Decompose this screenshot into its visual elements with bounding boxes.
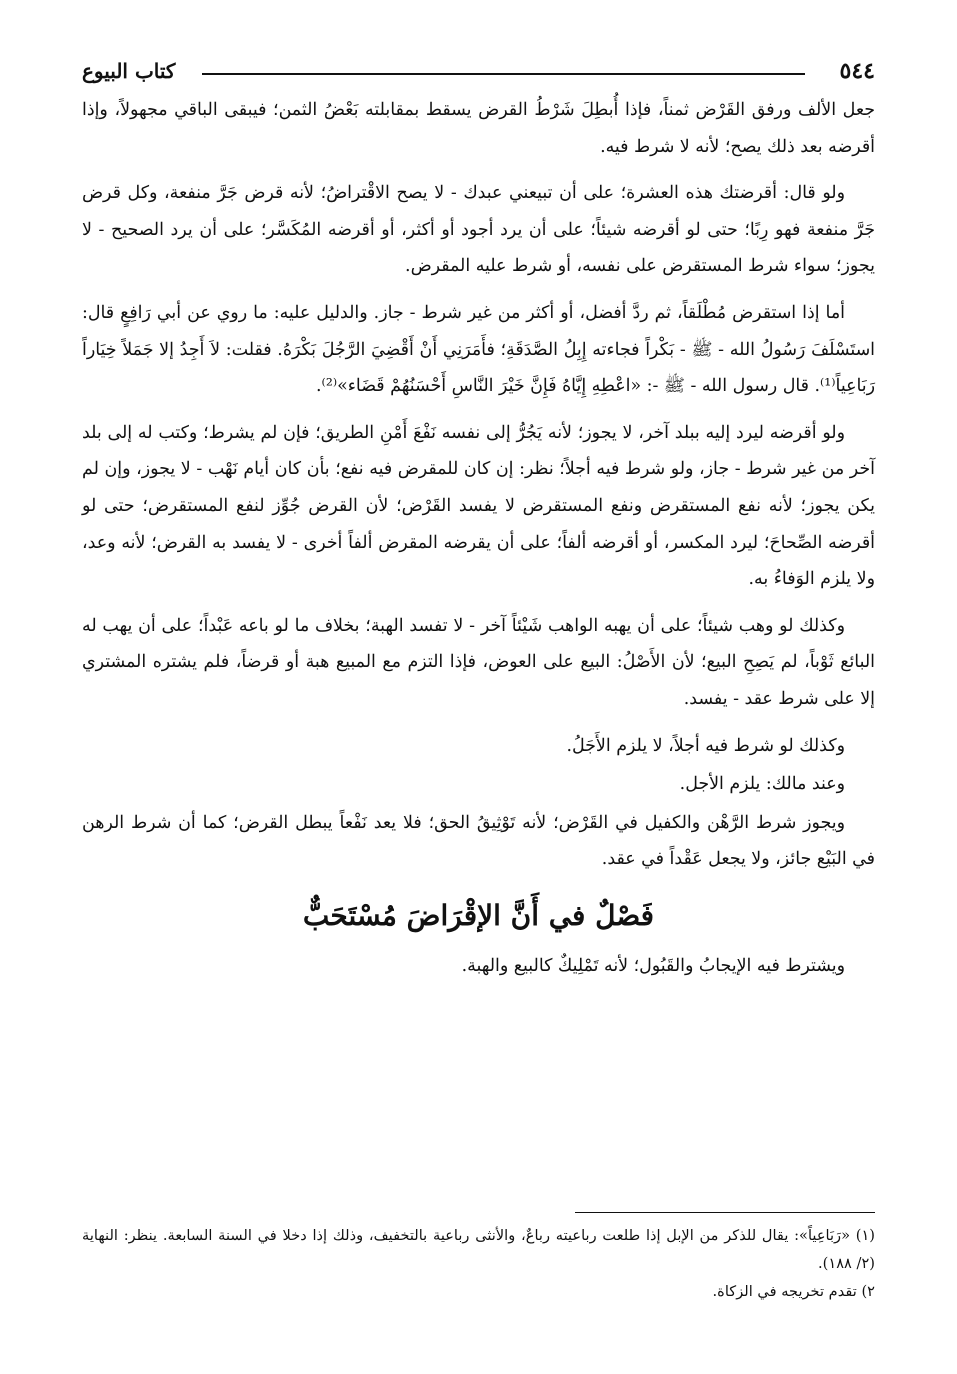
footnote: ٢) تقدم تخريجه في الزكاة.	[712, 1283, 875, 1300]
paragraph: جعل الألف ورفق القَرْض ثمناً، فإذا أُبطِلَ شَرْطُ القرض يسقط بمقابلته بَعْضُ الثمن؛ فيبقى الباقي مجهولاً، وإذا أقرضه بعد ذلك يصح؛ لأنه لا شرط فيه.	[82, 100, 875, 157]
section-paragraph: ويشترط فيه الإيجابُ والقَبُول؛ لأنه تَمْلِيكٌ كالبيع والهبة.	[461, 955, 845, 976]
page-header	[82, 56, 875, 90]
paragraph: وكذلك لو شرط فيه أجلاً، لا يلزم الأَجَلُ.	[566, 735, 845, 756]
paragraph: ولو أقرضه ليرد إليه ببلد آخر، لا يجوز؛ لأنه يَجُرُّ إلى نفسه نَفْعَ أَمْنِ الطريق؛ فإن لم يشرط؛ وكتب له إلى بلد آخر من غير شرط - جاز، ولو شرط فيه أجلاً؛ نظر: إن كان للمقرض فيه نفع؛ بأن كان أيام نَهْب - لا يجوز، وإن لم يكن يجوز؛ لأنه نفع المستقرض ونفع المستقرض لا يفسد القَرْض؛ لأن القرض جُوِّز لنفع المستقرض؛ حتى لو أقرضه الصِّحاحَ؛ ليرد المكسر، أو أقرضه ألفاً؛ على أن يقرضه المقرض ألفاً أخرى - لا يفسد به القرض؛ لأنه وعد، ولا يلزم الوَفاءُ به.	[82, 422, 875, 590]
paragraph: وعند مالك: يلزم الأجل.	[679, 774, 845, 795]
footnote-rule	[575, 1212, 875, 1213]
paragraph: وكذلك لو وهب شيئاً؛ على أن يهبه الواهب شَيْئاً آخر - لا تفسد الهبة؛ بخلاف ما لو باعه عَبْداً؛ على أن يهب له البائع ثَوْباً، لم يَصِحِ البيع؛ لأن الأَصْلُ: البيع على العوض، فإذا التزم مع المبيع هبة أو قرضاً، فلم يشتره المشتري إلا على شرط عقد - يفسد.	[82, 615, 875, 709]
page-body	[82, 92, 875, 994]
paragraph: أما إذا استقرض مُطْلَقاً، ثم ردَّ أفضل، أو أكثر من غير شرط - جاز. والدليل عليه: ما روي عن أبي رَافِعٍ قال: استَسْلَفَ رَسُولُ الله - ﷺ - بَكْراً فجاءته إِبِلُ الصَّدَقَةِ؛ فأَمَرَنِي أَنْ أَقْضِيَ الرَّجُلَ بَكْرَهُ. فقلت: لاَ أَجِدُ إلا جَمَلاً خِيَاراً رَبَاعِياً⁽¹⁾. قال رسول الله - ﷺ -: «اعْطِهِ إِيَّاهُ فَإِنَّ خَيْرَ النَّاسِ أَحْسَنُهُمْ قَضَاء»⁽²⁾.	[82, 302, 875, 397]
footnotes	[82, 1222, 875, 1306]
paragraph: ولو قال: أقرضتك هذه العشرة؛ على أن تبيعني عبدك - لا يصح الاقْتراضُ؛ لأنه قرض جَرَّ منفعة، وكل قرض جَرَّ منفعة فهو رِبًا؛ حتى لو أقرضه شيئاً؛ على أن يرد أجود أو أكثر، أو أقرضه المُكَسَّر؛ على أن يرد الصحيح - لا يجوز؛ سواء شرط المستقرض على نفسه، أو شرط عليه المقرض.	[82, 183, 875, 277]
section-title: فَصْلٌ في أَنَّ الإقْرَاضَ مُسْتَحَبٌّ	[302, 898, 655, 932]
page-number: ٥٤٤	[839, 58, 875, 84]
book-title: كتاب البيوع	[82, 59, 176, 83]
footnote: (١) «رَبَاعِياً»: يقال للذكر من الإبل إذا طلعت رباعيته رباعٌ، والأنثى رباعية بالتخفيف، وذلك إذا دخلا في السنة السابعة. ينظر: النهاية (٢/ ١٨٨).	[82, 1227, 875, 1272]
paragraph: ويجوز شرط الرَّهْن والكفيل في القَرْض؛ لأنه تَوْثِيقُ الحق؛ فلا يعد نَفْعاً يبطل القرض؛ كما أن شرط الرهن في البَيْع جائز، ولا يجعل عَقْداً في عقد.	[82, 812, 875, 870]
header-rule	[202, 73, 805, 75]
